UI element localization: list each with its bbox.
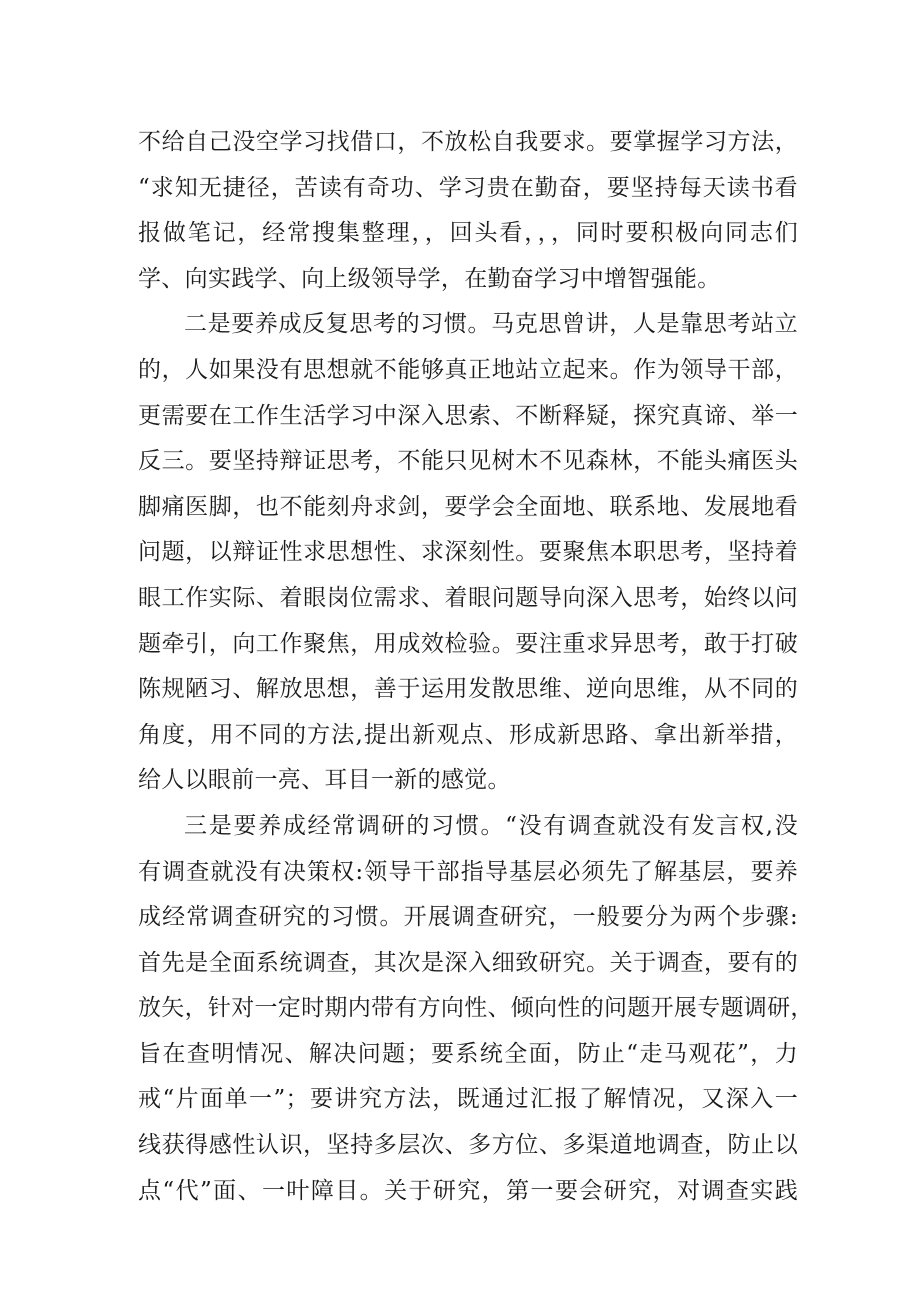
text-line: 放矢，针对一定时期内带有方向性、倾向性的问题开展专题调研， <box>138 995 814 1022</box>
text-line: 线获得感性认识，坚持多层次、多方位、多渠道地调查，防止以 <box>138 1132 798 1159</box>
text-line: 首先是全面系统调查，其次是深入细致研究。关于调查，要有的 <box>138 949 798 976</box>
text-line: 问题，以辩证性求思想性、求深刻性。要聚焦本职思考，坚持着 <box>138 539 798 566</box>
text-line: 的，人如果没有思想就不能够真正地站立起来。作为领导干部， <box>138 356 798 383</box>
text-line: 给人以眼前一亮、耳目一新的感觉。 <box>138 767 511 794</box>
document-body <box>138 120 814 1214</box>
text-line: 学、向实践学、向上级领导学，在勤奋学习中增智强能。 <box>138 265 721 292</box>
text-line: 角度，用不同的方法,提出新观点、形成新思路、拿出新举措， <box>138 721 798 748</box>
text-line: 脚痛医脚，也不能刻舟求剑，要学会全面地、联系地、发展地看 <box>138 493 798 520</box>
text-line: 报做笔记，经常搜集整理，，回头看，，，同时要积极向同志们 <box>138 220 798 247</box>
text-line: 更需要在工作生活学习中深入思索、不断释疑，探究真谛、举一 <box>138 402 798 429</box>
text-line: 点“代”面、一叶障目。关于研究，第一要会研究，对调查实践 <box>138 1177 798 1204</box>
text-line: 成经常调查研究的习惯。开展调查研究，一般要分为两个步骤: <box>138 904 798 931</box>
text-line: 二是要养成反复思考的习惯。马克思曾讲，人是靠思考站立 <box>184 311 798 338</box>
text-line: 旨在查明情况、解决问题；要系统全面，防止“走马观花”，力 <box>138 1040 798 1067</box>
text-line: 眼工作实际、着眼岗位需求、着眼问题导向深入思考，始终以问 <box>138 584 798 611</box>
text-line: 戒“片面单一”；要讲究方法，既通过汇报了解情况，又深入一 <box>138 1086 798 1113</box>
text-line: “求知无捷径，苦读有奇功、学习贵在勤奋，要坚持每天读书看 <box>138 174 798 201</box>
text-line: 不给自己没空学习找借口，不放松自我要求。要掌握学习方法， <box>138 129 798 155</box>
text-line: 题牵引，向工作聚焦，用成效检验。要注重求异思考，敢于打破 <box>138 630 798 657</box>
text-line: 三是要养成经常调研的习惯。“没有调查就没有发言权,没 <box>184 812 798 839</box>
text-line: 有调查就没有决策权:领导干部指导基层必须先了解基层，要养 <box>138 858 798 885</box>
text-line: 反三。要坚持辩证思考，不能只见树木不见森林，不能头痛医头 <box>138 448 798 475</box>
text-line: 陈规陋习、解放思想，善于运用发散思维、逆向思维，从不同的 <box>138 676 798 703</box>
